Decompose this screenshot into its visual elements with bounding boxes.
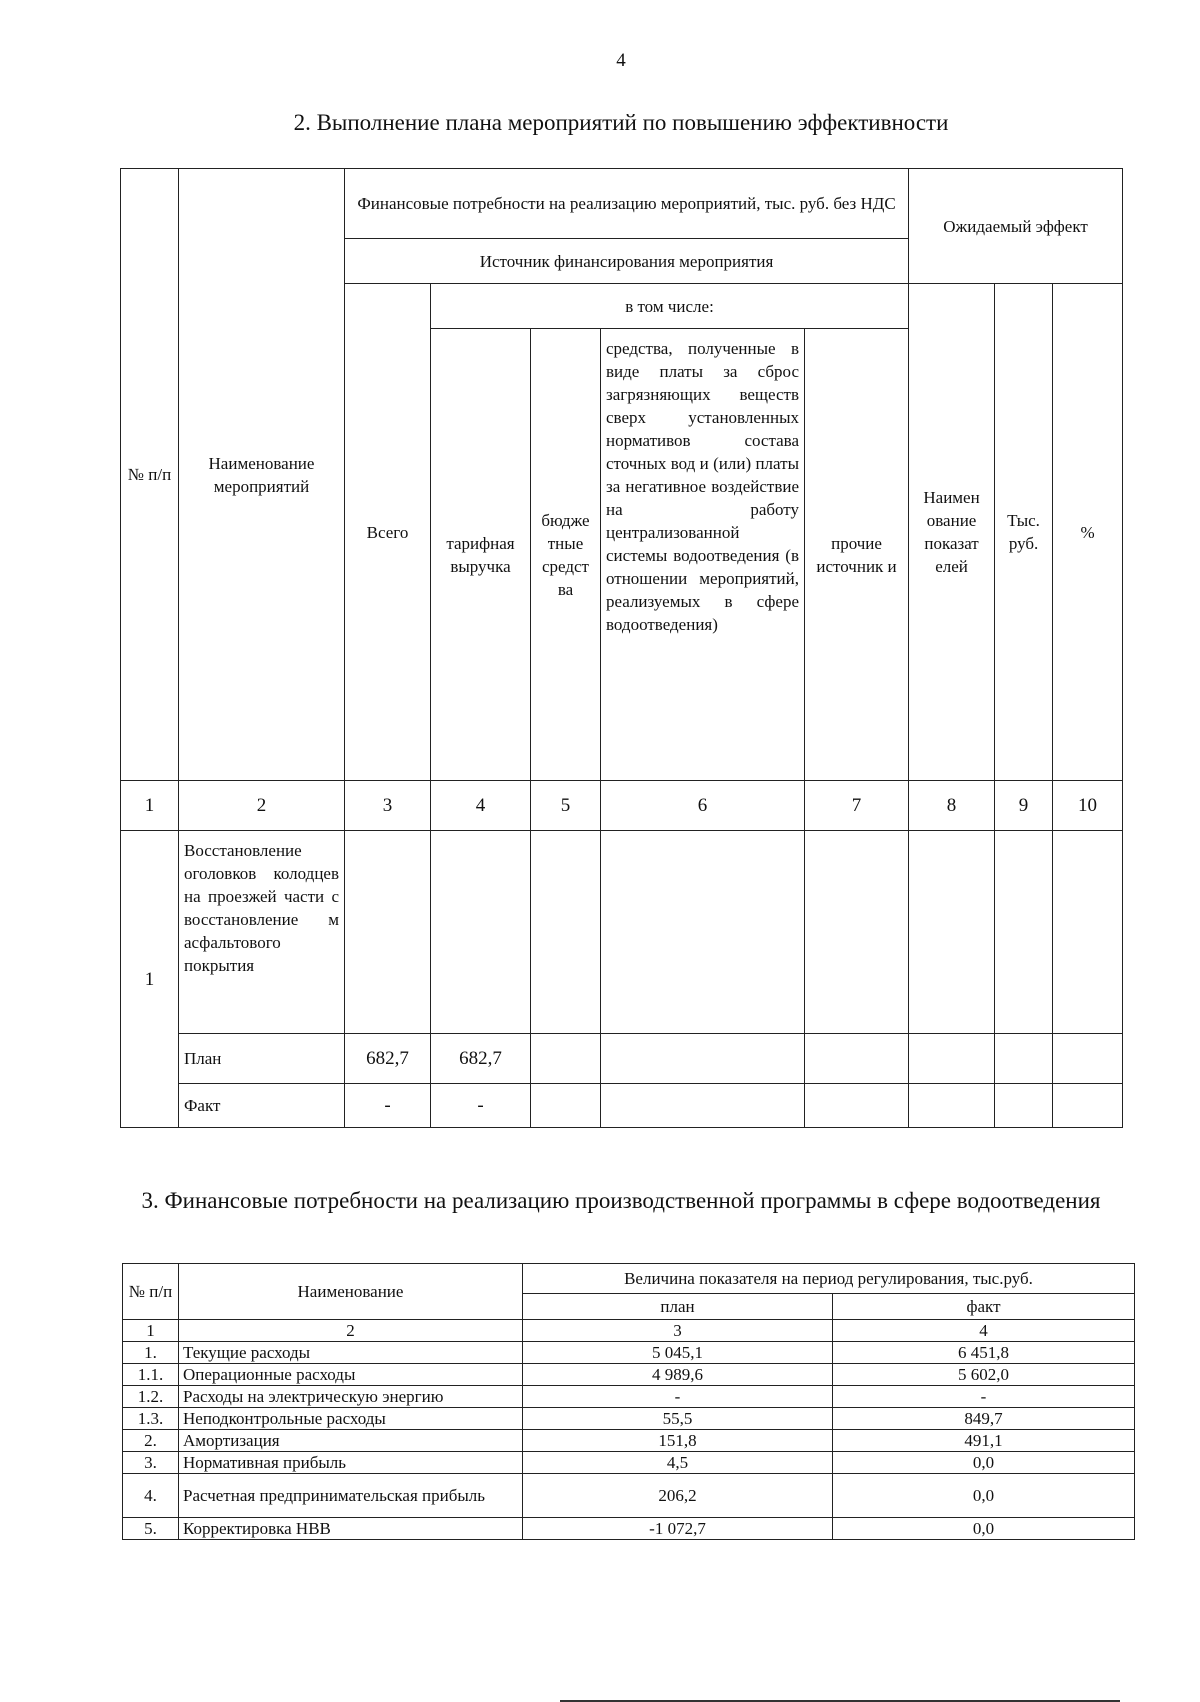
page-number: 4 — [616, 50, 626, 71]
table-row — [123, 1452, 1135, 1474]
empty-cell — [531, 831, 601, 1034]
row-fact: 6 451,8 — [833, 1342, 1135, 1364]
col-number-2: 2 — [179, 1320, 523, 1342]
header-total: Всего — [345, 284, 431, 781]
col-number-8: 8 — [909, 781, 995, 831]
header-value: Величина показателя на период регулирования, тыс.руб. — [523, 1264, 1135, 1294]
plan-label: План — [179, 1034, 345, 1084]
financial-needs-table — [122, 1263, 1135, 1540]
empty-cell — [909, 1084, 995, 1128]
col-number-2: 2 — [179, 781, 345, 831]
empty-cell — [1053, 1034, 1123, 1084]
table-row — [123, 1386, 1135, 1408]
empty-cell — [909, 831, 995, 1034]
header-including: в том числе: — [431, 284, 909, 329]
empty-cell — [531, 1034, 601, 1084]
header-num: № п/п — [123, 1264, 179, 1320]
row-fact: 849,7 — [833, 1408, 1135, 1430]
row-fact: - — [833, 1386, 1135, 1408]
fact-label: Факт — [179, 1084, 345, 1128]
fact-tariff: - — [431, 1084, 531, 1128]
empty-cell — [995, 1034, 1053, 1084]
empty-cell — [995, 831, 1053, 1034]
empty-cell — [531, 1084, 601, 1128]
col-number-1: 1 — [123, 1320, 179, 1342]
row-plan: 151,8 — [523, 1430, 833, 1452]
row-num: 1.2. — [123, 1386, 179, 1408]
table-row — [123, 1342, 1135, 1364]
fact-total: - — [345, 1084, 431, 1128]
row-num: 4. — [123, 1474, 179, 1518]
row-plan: 4,5 — [523, 1452, 833, 1474]
col-number-7: 7 — [805, 781, 909, 831]
header-fee-funds: средства, полученные в виде платы за сброс загрязняющих веществ сверх установленных нормативов состава сточных вод и (или) платы за негативное воздействие на работу централизованной системы водоотведения (в отношении мероприятий, реализуемых в сфере водоотведения) — [601, 329, 805, 781]
plan-tariff: 682,7 — [431, 1034, 531, 1084]
row-name: Расходы на электрическую энергию — [179, 1386, 523, 1408]
header-fact: факт — [833, 1294, 1135, 1320]
row-fact: 0,0 — [833, 1518, 1135, 1540]
row-name: Корректировка НВВ — [179, 1518, 523, 1540]
col-number-3: 3 — [345, 781, 431, 831]
row-name: Операционные расходы — [179, 1364, 523, 1386]
col-number-5: 5 — [531, 781, 601, 831]
row-fact: 491,1 — [833, 1430, 1135, 1452]
header-num: № п/п — [121, 169, 179, 781]
row-num: 1.3. — [123, 1408, 179, 1430]
empty-cell — [431, 831, 531, 1034]
empty-cell — [601, 1084, 805, 1128]
empty-cell — [995, 1084, 1053, 1128]
section-2-title: 2. Выполнение плана мероприятий по повышению эффективности — [293, 110, 949, 135]
col-number-4: 4 — [431, 781, 531, 831]
row-name: Текущие расходы — [179, 1342, 523, 1364]
plan-total: 682,7 — [345, 1034, 431, 1084]
measure-name: Восстановление оголовков колодцев на проезжей части с восстановление м асфальтового покрытия — [179, 831, 345, 1034]
table-row — [123, 1430, 1135, 1452]
header-expected-effect: Ожидаемый эффект — [909, 169, 1123, 284]
row-plan: - — [523, 1386, 833, 1408]
header-name: Наименование — [179, 1264, 523, 1320]
row-fact: 5 602,0 — [833, 1364, 1135, 1386]
header-name: Наименование мероприятий — [179, 169, 345, 781]
col-number-6: 6 — [601, 781, 805, 831]
header-financial-needs: Финансовые потребности на реализацию мероприятий, тыс. руб. без НДС — [345, 169, 909, 239]
header-percent: % — [1053, 284, 1123, 781]
row-num: 3. — [123, 1452, 179, 1474]
efficiency-plan-table — [120, 168, 1123, 1128]
row-fact: 0,0 — [833, 1474, 1135, 1518]
row-num: 1.1. — [123, 1364, 179, 1386]
row-plan: 5 045,1 — [523, 1342, 833, 1364]
table-row — [123, 1364, 1135, 1386]
header-budget-funds: бюдже тные средст ва — [531, 329, 601, 781]
row-plan: 4 989,6 — [523, 1364, 833, 1386]
row-num: 2. — [123, 1430, 179, 1452]
empty-cell — [601, 1034, 805, 1084]
row-name: Неподконтрольные расходы — [179, 1408, 523, 1430]
row-name: Нормативная прибыль — [179, 1452, 523, 1474]
row-fact: 0,0 — [833, 1452, 1135, 1474]
col-number-4: 4 — [833, 1320, 1135, 1342]
empty-cell — [1053, 1084, 1123, 1128]
section-3-title: 3. Финансовые потребности на реализацию производственной программы в сфере водоотведения — [141, 1188, 1101, 1213]
table-row — [123, 1408, 1135, 1430]
empty-cell — [909, 1034, 995, 1084]
empty-cell — [345, 831, 431, 1034]
table-row — [123, 1474, 1135, 1518]
row-name: Амортизация — [179, 1430, 523, 1452]
empty-cell — [601, 831, 805, 1034]
header-plan: план — [523, 1294, 833, 1320]
empty-cell — [1053, 831, 1123, 1034]
row-num: 5. — [123, 1518, 179, 1540]
header-tariff-revenue: тарифная выручка — [431, 329, 531, 781]
row-plan: 55,5 — [523, 1408, 833, 1430]
empty-cell — [805, 1034, 909, 1084]
header-funding-source: Источник финансирования мероприятия — [345, 239, 909, 284]
col-number-1: 1 — [121, 781, 179, 831]
row-num: 1. — [123, 1342, 179, 1364]
empty-cell — [805, 1084, 909, 1128]
col-number-9: 9 — [995, 781, 1053, 831]
header-other-sources: прочие источник и — [805, 329, 909, 781]
row-plan: -1 072,7 — [523, 1518, 833, 1540]
header-thous-rub: Тыс. руб. — [995, 284, 1053, 781]
header-indicator-name: Наимен ование показат елей — [909, 284, 995, 781]
row-plan: 206,2 — [523, 1474, 833, 1518]
table-row — [123, 1518, 1135, 1540]
empty-cell — [805, 831, 909, 1034]
row-number: 1 — [121, 831, 179, 1128]
col-number-10: 10 — [1053, 781, 1123, 831]
row-name: Расчетная предпринимательская прибыль — [179, 1474, 523, 1518]
col-number-3: 3 — [523, 1320, 833, 1342]
